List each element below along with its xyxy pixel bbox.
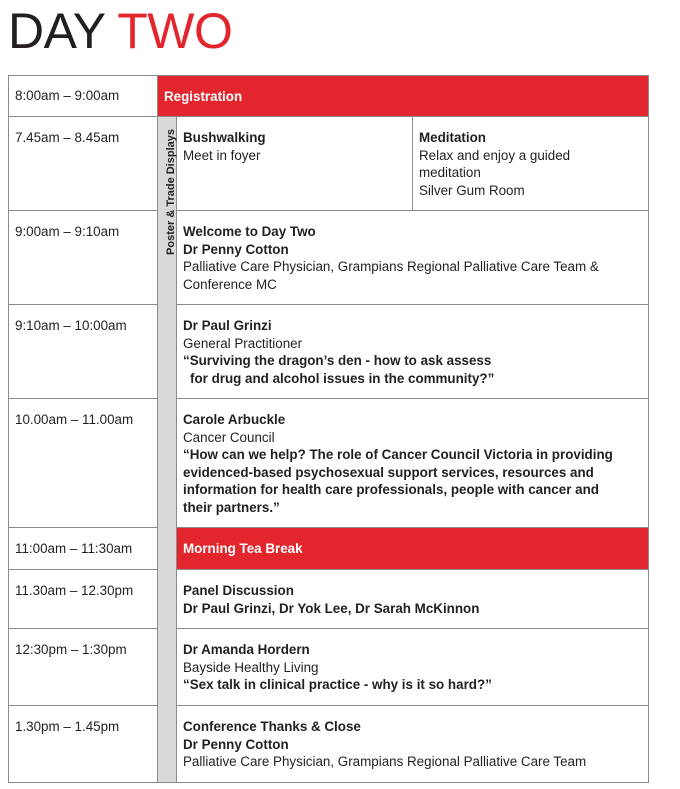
- session-cell: [177, 211, 649, 305]
- activity-detail: meditation: [419, 165, 481, 180]
- title-day: DAY: [8, 3, 105, 59]
- activity-detail: Meet in foyer: [183, 147, 261, 163]
- session-quote: “Sex talk in clinical practice - why is it so hard?”: [183, 677, 492, 692]
- session-title: Welcome to Day Two: [183, 224, 316, 239]
- time-cell: 12:30pm – 1:30pm: [9, 629, 158, 706]
- speaker-role: Palliative Care Physician, Grampians Regional Palliative Care Team: [183, 754, 587, 769]
- session-cell: [177, 629, 649, 706]
- schedule-row-arbuckle: [9, 399, 649, 528]
- activity-location: Silver Gum Room: [419, 182, 525, 198]
- session-speaker: Dr Amanda Hordern: [183, 642, 310, 657]
- session-cell: [177, 399, 649, 528]
- time-cell: 9:10am – 10:00am: [9, 305, 158, 399]
- schedule-row-morning-tea: [9, 528, 649, 570]
- schedule-row-panel: [9, 570, 649, 629]
- speaker-role: Conference MC: [183, 276, 277, 292]
- schedule-row-close: [9, 706, 649, 783]
- session-cell: [177, 706, 649, 783]
- time-cell: 8:00am – 9:00am: [9, 76, 158, 117]
- speaker-role: General Practitioner: [183, 335, 303, 351]
- schedule-row-welcome: [9, 211, 649, 305]
- activity-title: Meditation: [419, 130, 486, 145]
- speaker-role: Cancer Council: [183, 429, 275, 445]
- speaker-role: Bayside Healthy Living: [183, 659, 319, 675]
- title-two: TWO: [117, 3, 233, 59]
- morning-tea-banner: Morning Tea Break: [177, 528, 649, 570]
- session-speakers: Dr Paul Grinzi, Dr Yok Lee, Dr Sarah McKinnon: [183, 600, 480, 616]
- session-cell: [177, 305, 649, 399]
- registration-banner: Registration: [158, 76, 649, 117]
- schedule-row-grinzi: [9, 305, 649, 399]
- time-cell: 1.30pm – 1.45pm: [9, 706, 158, 783]
- time-cell: 11:00am – 11:30am: [9, 528, 158, 570]
- session-quote: their partners.”: [183, 499, 280, 515]
- poster-trade-sidebar: [158, 117, 177, 783]
- session-cell: [177, 570, 649, 629]
- session-title: Panel Discussion: [183, 583, 294, 598]
- session-speaker: Carole Arbuckle: [183, 412, 286, 427]
- meditation-cell: [413, 117, 649, 211]
- bushwalking-cell: [177, 117, 413, 211]
- session-quote: “How can we help? The role of Cancer Council Victoria in providing: [183, 447, 613, 462]
- session-quote: evidenced-based psychosexual support services, resources and: [183, 464, 594, 480]
- side-label: Poster & Trade Displays: [165, 129, 177, 255]
- time-cell: 7.45am – 8.45am: [9, 117, 158, 211]
- speaker-role: Palliative Care Physician, Grampians Regional Palliative Care Team &: [183, 259, 599, 274]
- time-cell: 9:00am – 9:10am: [9, 211, 158, 305]
- session-speaker: Dr Paul Grinzi: [183, 318, 272, 333]
- schedule-row-hordern: [9, 629, 649, 706]
- session-quote: for drug and alcohol issues in the community?”: [190, 370, 495, 386]
- schedule-row-registration: [9, 76, 649, 117]
- schedule-row-early-activities: [9, 117, 649, 211]
- session-quote: information for health care professionals, people with cancer and: [183, 482, 599, 497]
- activity-title: Bushwalking: [183, 130, 266, 145]
- session-speaker: Dr Penny Cotton: [183, 736, 289, 752]
- session-title: Conference Thanks & Close: [183, 719, 361, 734]
- session-quote: “Surviving the dragon’s den - how to ask assess: [183, 353, 492, 368]
- time-cell: 10.00am – 11.00am: [9, 399, 158, 528]
- activity-detail: Relax and enjoy a guided: [419, 147, 571, 163]
- page-title: [8, 3, 232, 59]
- session-speaker: Dr Penny Cotton: [183, 241, 289, 257]
- schedule-table: [8, 75, 649, 783]
- time-cell: 11.30am – 12.30pm: [9, 570, 158, 629]
